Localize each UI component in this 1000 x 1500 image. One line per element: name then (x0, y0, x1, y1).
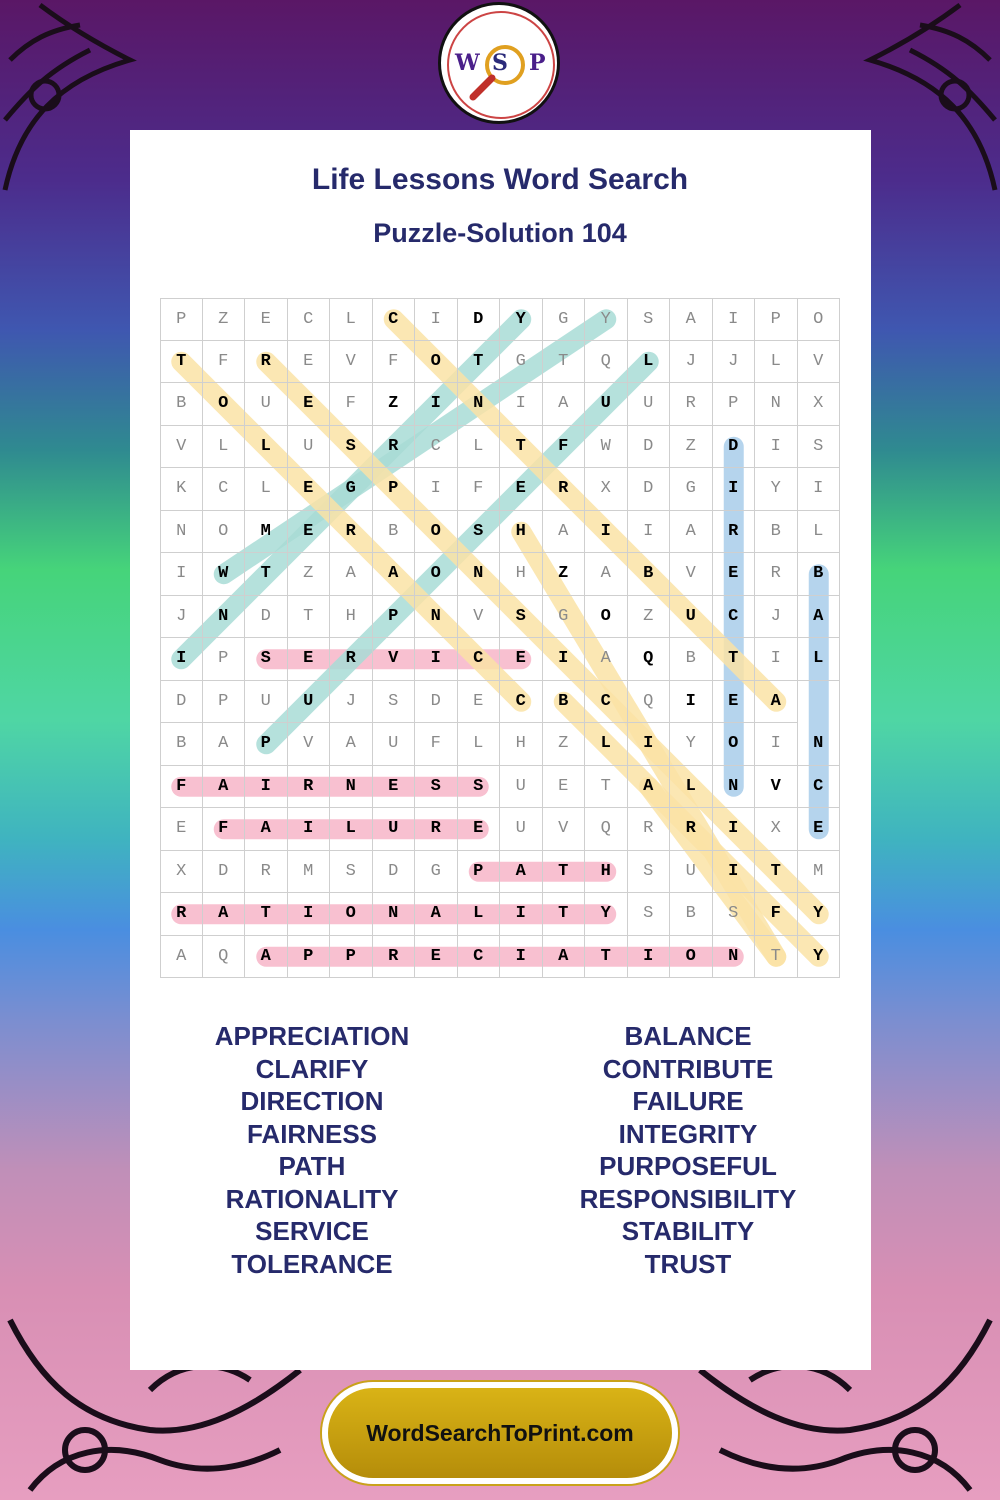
grid-letter[interactable]: F (458, 468, 501, 511)
grid-letter[interactable]: S (458, 511, 501, 554)
grid-letter[interactable]: G (670, 468, 713, 511)
grid-letter[interactable]: V (373, 638, 416, 681)
grid-letter[interactable]: D (245, 596, 288, 639)
grid-letter[interactable]: U (670, 596, 713, 639)
grid-letter[interactable]: A (798, 596, 841, 639)
grid-letter[interactable]: C (203, 468, 246, 511)
grid-letter[interactable]: A (160, 936, 203, 979)
grid-letter[interactable]: A (330, 723, 373, 766)
grid-letter[interactable]: V (160, 426, 203, 469)
grid-letter[interactable]: A (203, 766, 246, 809)
logo-letter-w: W (455, 50, 480, 76)
grid-letter[interactable]: N (458, 553, 501, 596)
word-list-item: SERVICE (255, 1216, 369, 1246)
grid-letter[interactable]: M (798, 851, 841, 894)
grid-letter[interactable]: U (288, 681, 331, 724)
grid-letter[interactable]: N (415, 596, 458, 639)
grid-letter[interactable]: T (755, 936, 798, 979)
grid-letter[interactable]: I (415, 298, 458, 341)
grid-letter[interactable]: I (500, 893, 543, 936)
grid-letter[interactable]: F (203, 808, 246, 851)
grid-letter[interactable]: D (203, 851, 246, 894)
grid-letter[interactable]: A (585, 638, 628, 681)
grid-letter[interactable]: R (670, 808, 713, 851)
grid-letter[interactable]: N (203, 596, 246, 639)
grid-letter[interactable]: R (713, 511, 756, 554)
grid-letter[interactable]: L (628, 341, 671, 384)
grid-letter[interactable]: F (415, 723, 458, 766)
grid-letter[interactable]: T (543, 851, 586, 894)
grid-letter[interactable]: S (798, 426, 841, 469)
grid-letter[interactable]: I (755, 723, 798, 766)
grid-letter[interactable]: E (160, 808, 203, 851)
grid-letter[interactable]: N (458, 383, 501, 426)
grid-letter[interactable]: A (373, 553, 416, 596)
grid-letter[interactable]: Z (288, 553, 331, 596)
page-title: Life Lessons Word Search (311, 163, 689, 196)
grid-letter[interactable]: I (755, 426, 798, 469)
grid-letter[interactable]: H (500, 723, 543, 766)
grid-letter[interactable]: A (543, 511, 586, 554)
grid-letter[interactable]: R (330, 511, 373, 554)
grid-letter[interactable]: R (330, 638, 373, 681)
grid-letter[interactable]: G (330, 468, 373, 511)
grid-letter[interactable]: E (458, 681, 501, 724)
grid-letter[interactable]: F (330, 383, 373, 426)
grid-letter[interactable]: I (543, 638, 586, 681)
grid-letter[interactable]: S (458, 766, 501, 809)
grid-letter[interactable]: I (713, 851, 756, 894)
grid-letter[interactable]: A (245, 808, 288, 851)
grid-letter[interactable]: O (670, 936, 713, 979)
grid-letter[interactable]: T (288, 596, 331, 639)
grid-letter[interactable]: E (458, 808, 501, 851)
logo-letter-s: S (492, 50, 508, 76)
grid-letter[interactable]: Z (670, 426, 713, 469)
grid-letter[interactable]: U (245, 681, 288, 724)
grid-letter[interactable]: N (755, 383, 798, 426)
grid-letter[interactable]: E (713, 681, 756, 724)
grid-letter[interactable]: O (415, 341, 458, 384)
grid-letter[interactable]: P (755, 298, 798, 341)
grid-letter[interactable]: Q (628, 681, 671, 724)
grid-letter[interactable]: D (415, 681, 458, 724)
grid-letter[interactable]: T (245, 893, 288, 936)
grid-letter[interactable]: C (798, 766, 841, 809)
grid-letter[interactable]: U (373, 808, 416, 851)
grid-letter[interactable]: O (798, 298, 841, 341)
grid-letter[interactable]: V (458, 596, 501, 639)
grid-letter[interactable]: B (373, 511, 416, 554)
grid-letter[interactable]: Q (585, 341, 628, 384)
grid-letter[interactable]: L (458, 723, 501, 766)
grid-letter[interactable]: P (203, 681, 246, 724)
grid-letter[interactable]: L (245, 468, 288, 511)
grid-letter[interactable]: W (203, 553, 246, 596)
grid-letter[interactable]: Z (543, 723, 586, 766)
grid-letter[interactable]: H (330, 596, 373, 639)
grid-letter[interactable]: R (288, 766, 331, 809)
grid-letter[interactable]: J (160, 596, 203, 639)
grid-letter[interactable]: I (628, 723, 671, 766)
grid-letter[interactable]: V (288, 723, 331, 766)
grid-letter[interactable]: B (628, 553, 671, 596)
grid-letter[interactable]: X (585, 468, 628, 511)
grid-letter[interactable]: Y (585, 893, 628, 936)
grid-letter[interactable]: T (160, 341, 203, 384)
word-list-item: FAIRNESS (246, 1118, 378, 1149)
grid-letter[interactable]: I (160, 553, 203, 596)
grid-letter[interactable]: E (798, 808, 841, 851)
grid-letter[interactable]: T (713, 638, 756, 681)
grid-letter[interactable]: P (245, 723, 288, 766)
grid-letter[interactable]: A (415, 893, 458, 936)
grid-letter[interactable]: L (330, 808, 373, 851)
grid-letter[interactable]: C (373, 298, 416, 341)
grid-letter[interactable]: T (500, 426, 543, 469)
grid-letter[interactable]: C (458, 638, 501, 681)
grid-letter[interactable]: U (245, 383, 288, 426)
grid-letter[interactable]: B (670, 638, 713, 681)
grid-letter[interactable]: T (245, 553, 288, 596)
grid-letter[interactable]: O (585, 596, 628, 639)
grid-letter[interactable]: E (288, 638, 331, 681)
grid-letter[interactable]: N (713, 936, 756, 979)
grid-letter[interactable]: Y (755, 468, 798, 511)
grid-letter[interactable]: N (713, 766, 756, 809)
grid-letter[interactable]: S (628, 298, 671, 341)
grid-letter[interactable]: O (415, 553, 458, 596)
grid-letter[interactable]: A (543, 936, 586, 979)
grid-letter[interactable]: Y (500, 298, 543, 341)
grid-letter[interactable]: R (160, 893, 203, 936)
grid-letter[interactable]: E (288, 511, 331, 554)
grid-letter[interactable]: B (160, 383, 203, 426)
grid-letter[interactable]: F (373, 341, 416, 384)
grid-letter[interactable]: V (755, 766, 798, 809)
grid-letter[interactable]: U (670, 851, 713, 894)
grid-letter[interactable]: M (245, 511, 288, 554)
grid-letter[interactable]: V (543, 808, 586, 851)
word-search-grid[interactable] (160, 298, 840, 978)
grid-letter[interactable]: H (500, 553, 543, 596)
grid-letter[interactable]: L (458, 426, 501, 469)
magnifier-icon (465, 35, 535, 105)
grid-letter[interactable]: R (670, 383, 713, 426)
grid-letter[interactable]: Y (670, 723, 713, 766)
grid-letter[interactable]: V (670, 553, 713, 596)
grid-letter[interactable]: H (500, 511, 543, 554)
grid-letter[interactable]: I (288, 893, 331, 936)
grid-letter[interactable]: S (628, 851, 671, 894)
grid-letter[interactable]: J (330, 681, 373, 724)
grid-letter[interactable]: A (670, 511, 713, 554)
grid-letter[interactable]: I (415, 638, 458, 681)
grid-letter[interactable]: D (160, 681, 203, 724)
grid-letter[interactable]: I (585, 511, 628, 554)
grid-letter[interactable]: I (288, 808, 331, 851)
grid-letter[interactable]: I (755, 638, 798, 681)
grid-letter[interactable]: I (713, 468, 756, 511)
grid-letter[interactable]: T (755, 851, 798, 894)
grid-letter[interactable]: P (373, 596, 416, 639)
grid-letter[interactable]: L (458, 893, 501, 936)
word-list-item: TOLERANCE (231, 1248, 393, 1279)
grid-letter[interactable]: T (585, 766, 628, 809)
grid-letter[interactable]: E (415, 936, 458, 979)
grid-letter[interactable]: L (330, 298, 373, 341)
grid-letter[interactable]: P (330, 936, 373, 979)
grid-letter[interactable]: A (203, 723, 246, 766)
grid-letter[interactable]: I (415, 468, 458, 511)
grid-letter[interactable]: G (500, 341, 543, 384)
grid-letter[interactable]: A (500, 851, 543, 894)
grid-letter[interactable]: X (160, 851, 203, 894)
grid-letter[interactable]: F (160, 766, 203, 809)
grid-letter[interactable]: H (585, 851, 628, 894)
grid-letter[interactable]: I (500, 936, 543, 979)
grid-letter[interactable]: N (160, 511, 203, 554)
grid-letter[interactable]: C (288, 298, 331, 341)
grid-letter[interactable]: N (373, 893, 416, 936)
word-list-left (122, 1020, 502, 1280)
grid-letter[interactable]: R (628, 808, 671, 851)
word-list-item: CONTRIBUTE (602, 1053, 774, 1084)
grid-letter[interactable]: D (713, 426, 756, 469)
grid-letter[interactable]: L (245, 426, 288, 469)
grid-letter[interactable]: I (628, 511, 671, 554)
grid-letter[interactable]: S (415, 766, 458, 809)
grid-letter[interactable]: E (373, 766, 416, 809)
grid-letter[interactable]: F (543, 426, 586, 469)
grid-letter[interactable]: O (713, 723, 756, 766)
grid-letter[interactable]: U (373, 723, 416, 766)
grid-letter[interactable]: B (755, 511, 798, 554)
page-subtitle: Puzzle-Solution 104 (373, 218, 627, 248)
footer-site-button[interactable]: WordSearchToPrint.com (322, 1382, 678, 1484)
grid-letter[interactable]: R (245, 341, 288, 384)
grid-letter[interactable]: I (713, 808, 756, 851)
grid-letter[interactable]: Z (203, 298, 246, 341)
grid-letter[interactable]: D (373, 851, 416, 894)
grid-letter[interactable]: Z (373, 383, 416, 426)
word-list-right (498, 1020, 878, 1280)
grid-letter[interactable]: B (160, 723, 203, 766)
grid-letter[interactable]: T (585, 936, 628, 979)
grid-letter[interactable]: S (373, 681, 416, 724)
grid-letter[interactable]: G (415, 851, 458, 894)
grid-letter[interactable]: T (543, 893, 586, 936)
grid-letter[interactable]: J (755, 596, 798, 639)
grid-letter[interactable]: V (798, 341, 841, 384)
grid-letter[interactable]: C (500, 681, 543, 724)
grid-letter[interactable]: I (670, 681, 713, 724)
logo-letter-p: P (529, 50, 546, 76)
grid-letter[interactable]: P (160, 298, 203, 341)
grid-letter[interactable]: N (798, 723, 841, 766)
grid-letter[interactable]: P (203, 638, 246, 681)
grid-letter[interactable]: E (288, 383, 331, 426)
grid-letter[interactable]: I (160, 638, 203, 681)
grid-letter[interactable]: D (628, 468, 671, 511)
word-list-item: STABILITY (621, 1216, 755, 1246)
grid-letter[interactable]: R (373, 426, 416, 469)
grid-letter[interactable]: C (458, 936, 501, 979)
grid-letter[interactable]: W (585, 426, 628, 469)
grid-letter[interactable]: J (713, 341, 756, 384)
grid-letter[interactable]: T (458, 341, 501, 384)
grid-letter[interactable]: Z (543, 553, 586, 596)
grid-letter[interactable]: R (245, 851, 288, 894)
grid-letter[interactable]: E (500, 468, 543, 511)
grid-letter[interactable]: I (415, 383, 458, 426)
grid-letter[interactable]: C (415, 426, 458, 469)
grid-letter[interactable]: Q (203, 936, 246, 979)
grid-letter[interactable]: P (458, 851, 501, 894)
grid-letter[interactable]: S (500, 596, 543, 639)
grid-letter[interactable]: I (628, 936, 671, 979)
grid-letter[interactable]: P (713, 383, 756, 426)
grid-letter[interactable]: E (288, 341, 331, 384)
grid-letter[interactable]: L (798, 511, 841, 554)
grid-letter[interactable]: A (670, 298, 713, 341)
word-list-item: TRUST (644, 1248, 732, 1279)
grid-letter[interactable]: D (458, 298, 501, 341)
grid-letter[interactable]: A (755, 681, 798, 724)
grid-letter[interactable]: R (543, 468, 586, 511)
word-list-item: DIRECTION (240, 1086, 384, 1116)
grid-letter[interactable]: E (543, 766, 586, 809)
word-list-item: RESPONSIBILITY (579, 1183, 797, 1214)
grid-letter[interactable]: U (288, 426, 331, 469)
grid-letter[interactable]: T (543, 341, 586, 384)
grid-letter[interactable]: A (585, 553, 628, 596)
word-list-item: RATIONALITY (225, 1183, 399, 1214)
word-list-item: INTEGRITY (618, 1118, 758, 1149)
word-list-item: CLARIFY (255, 1053, 369, 1084)
grid-letter[interactable]: S (245, 638, 288, 681)
grid-letter[interactable]: R (415, 808, 458, 851)
grid-letter[interactable]: B (543, 681, 586, 724)
grid-letter[interactable]: D (628, 426, 671, 469)
grid-letter[interactable]: E (713, 553, 756, 596)
grid-letter[interactable]: C (713, 596, 756, 639)
grid-letter[interactable]: G (543, 596, 586, 639)
grid-letter[interactable]: B (670, 893, 713, 936)
grid-letter[interactable]: O (203, 383, 246, 426)
grid-letter[interactable]: U (500, 808, 543, 851)
grid-letter[interactable]: N (330, 766, 373, 809)
grid-letter[interactable]: L (798, 638, 841, 681)
grid-letter[interactable]: B (798, 553, 841, 596)
grid-letter[interactable]: L (670, 766, 713, 809)
grid-letter[interactable]: I (713, 298, 756, 341)
grid-letter[interactable]: L (585, 723, 628, 766)
grid-letter[interactable]: R (755, 553, 798, 596)
grid-letter[interactable]: C (585, 681, 628, 724)
grid-letter[interactable]: L (203, 426, 246, 469)
grid-letter[interactable]: Q (628, 638, 671, 681)
grid-letter[interactable]: G (543, 298, 586, 341)
grid-letter[interactable]: L (755, 341, 798, 384)
grid-letter[interactable]: O (415, 511, 458, 554)
grid-letter[interactable]: R (373, 936, 416, 979)
grid-letter[interactable]: O (330, 893, 373, 936)
grid-letter[interactable]: A (203, 893, 246, 936)
grid-letter[interactable]: Y (798, 893, 841, 936)
grid-letter[interactable]: E (500, 638, 543, 681)
grid-letter[interactable]: S (713, 893, 756, 936)
word-list-item: PURPOSEFUL (599, 1151, 777, 1181)
grid-letter[interactable]: U (500, 766, 543, 809)
grid-letter[interactable]: A (628, 766, 671, 809)
word-list-item: BALANCE (624, 1021, 752, 1051)
word-list-item: APPRECIATION (214, 1021, 410, 1051)
grid-letter[interactable]: U (585, 383, 628, 426)
grid-letter[interactable]: O (203, 511, 246, 554)
grid-letter[interactable]: M (288, 851, 331, 894)
grid-letter[interactable]: Q (585, 808, 628, 851)
grid-letter[interactable]: I (245, 766, 288, 809)
grid-letter[interactable]: K (160, 468, 203, 511)
grid-letter[interactable]: E (288, 468, 331, 511)
grid-letter[interactable]: A (245, 936, 288, 979)
grid-letter[interactable]: I (798, 468, 841, 511)
grid-letter[interactable]: V (330, 341, 373, 384)
grid-letter[interactable]: F (755, 893, 798, 936)
grid-letter[interactable]: I (500, 383, 543, 426)
grid-letter[interactable]: Z (628, 596, 671, 639)
grid-letter[interactable]: P (373, 468, 416, 511)
grid-letter[interactable]: X (798, 383, 841, 426)
site-logo[interactable] (438, 2, 560, 124)
grid-letter[interactable]: X (755, 808, 798, 851)
word-list-item: FAILURE (632, 1086, 744, 1116)
grid-letter[interactable]: S (628, 893, 671, 936)
grid-letter[interactable]: E (245, 298, 288, 341)
word-list-item: PATH (278, 1151, 346, 1181)
grid-letter[interactable]: U (628, 383, 671, 426)
grid-letter[interactable]: F (203, 341, 246, 384)
grid-letter[interactable]: A (330, 553, 373, 596)
grid-letter[interactable]: Y (798, 936, 841, 979)
grid-letter[interactable]: P (288, 936, 331, 979)
grid-letter[interactable]: J (670, 341, 713, 384)
grid-letter[interactable]: Y (585, 298, 628, 341)
grid-letter[interactable]: S (330, 851, 373, 894)
grid-letter[interactable]: S (330, 426, 373, 469)
grid-letter[interactable]: A (543, 383, 586, 426)
